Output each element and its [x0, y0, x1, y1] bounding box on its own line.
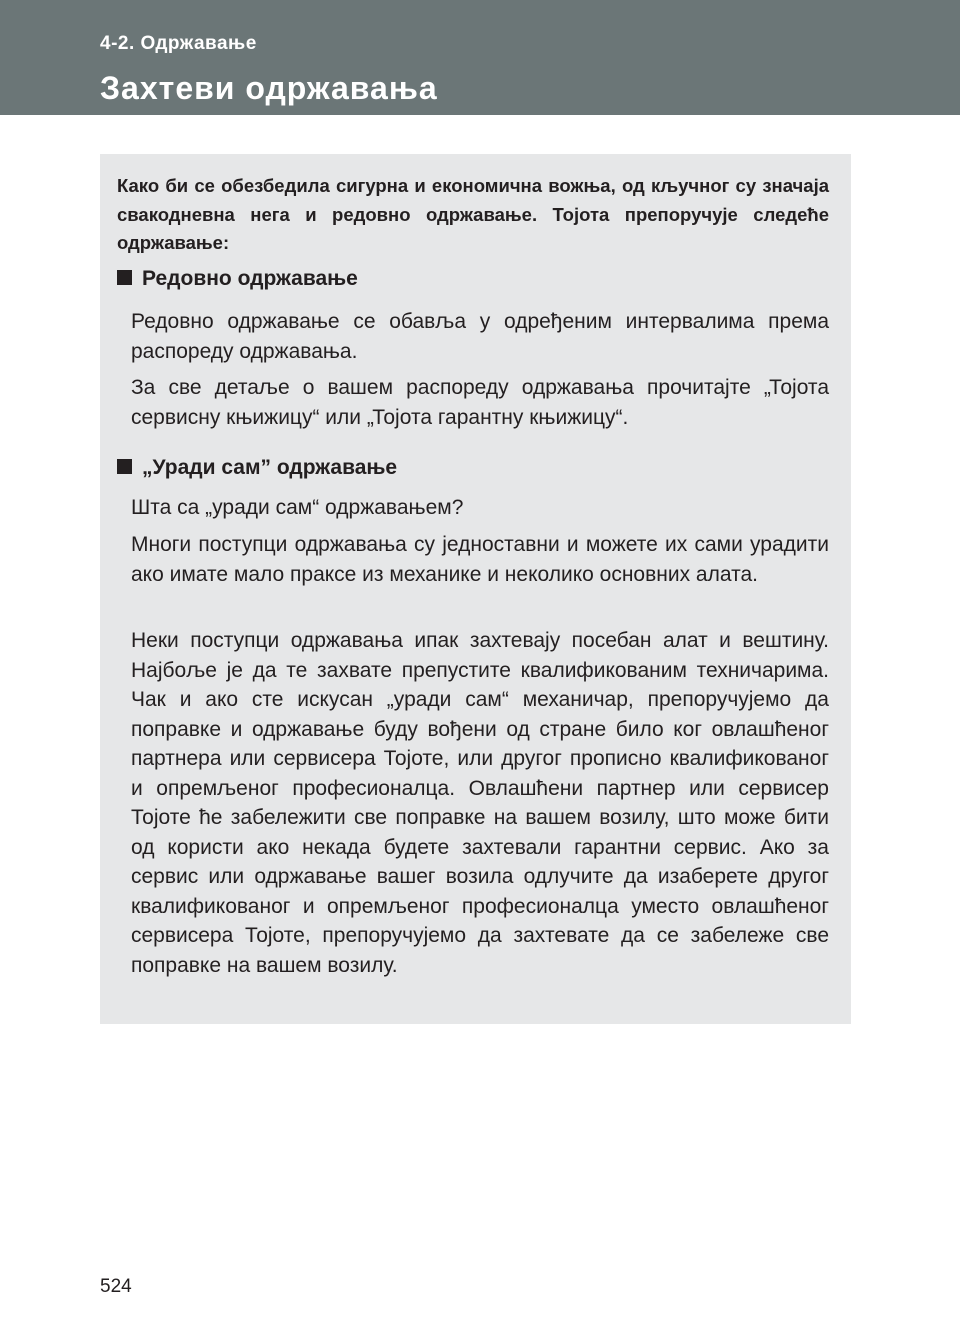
header-band	[0, 0, 960, 115]
paragraph: Шта са „уради сам“ одржавањем?	[131, 496, 464, 519]
page-title: Захтеви одржавања	[100, 70, 438, 106]
square-bullet-icon	[117, 270, 132, 285]
paragraph: За све детаље о вашем распореду одржавања прочитајте „Тојота сервисну књижицу“ или „Тојота гарантну књижицу“.	[131, 376, 829, 429]
section-heading-diy-maintenance	[117, 454, 397, 482]
paragraph: Неки поступци одржавања ипак захтевају посебан алат и вештину. Најбоље је да те захвате препустите квалификованим техничарима. Чак и ако сте искусан „уради сам“ механичар, препоручујемо да поправке и одржавање буду вођени од стране било ког овлашћеног партнера или сервисера Тојоте, или другог прописно квалификованог и опремљеног професионалца. Овлашћени партнер или сервисер Тојоте ће забележити све поправке на вашем возилу, што може бити од користи ако некада будете захтевали гарантни сервис. Ако за сервис или одржавање вашег возила одлучите да изаберете другог квалификованог и опремљеног професионалца уместо овлашћеног сервисера Тојоте, препоручујемо да захтевате да се забележе све поправке на вашем возилу.	[131, 629, 829, 977]
section-heading-label: Редовно одржавање	[142, 267, 358, 290]
paragraph: Многи поступци одржавања су једноставни и можете их сами урадити ако имате мало праксе из механике и неколико основних алата.	[131, 533, 829, 586]
section-heading-label: „Уради сам” одржавање	[142, 456, 398, 479]
page-number: 524	[100, 1276, 132, 1297]
section-label: 4-2. Одржавање	[100, 33, 257, 54]
square-bullet-icon	[117, 459, 132, 474]
section-heading-regular-maintenance	[117, 265, 358, 293]
intro-paragraph: Како би се обезбедила сигурна и економична вожња, од кључног су значаја свакодневна нега и редовно одржавање. Тојота препоручује следеће одржавање:	[117, 175, 829, 253]
paragraph: Редовно одржавање се обавља у одређеним интервалима према распореду одржавања.	[131, 310, 829, 363]
